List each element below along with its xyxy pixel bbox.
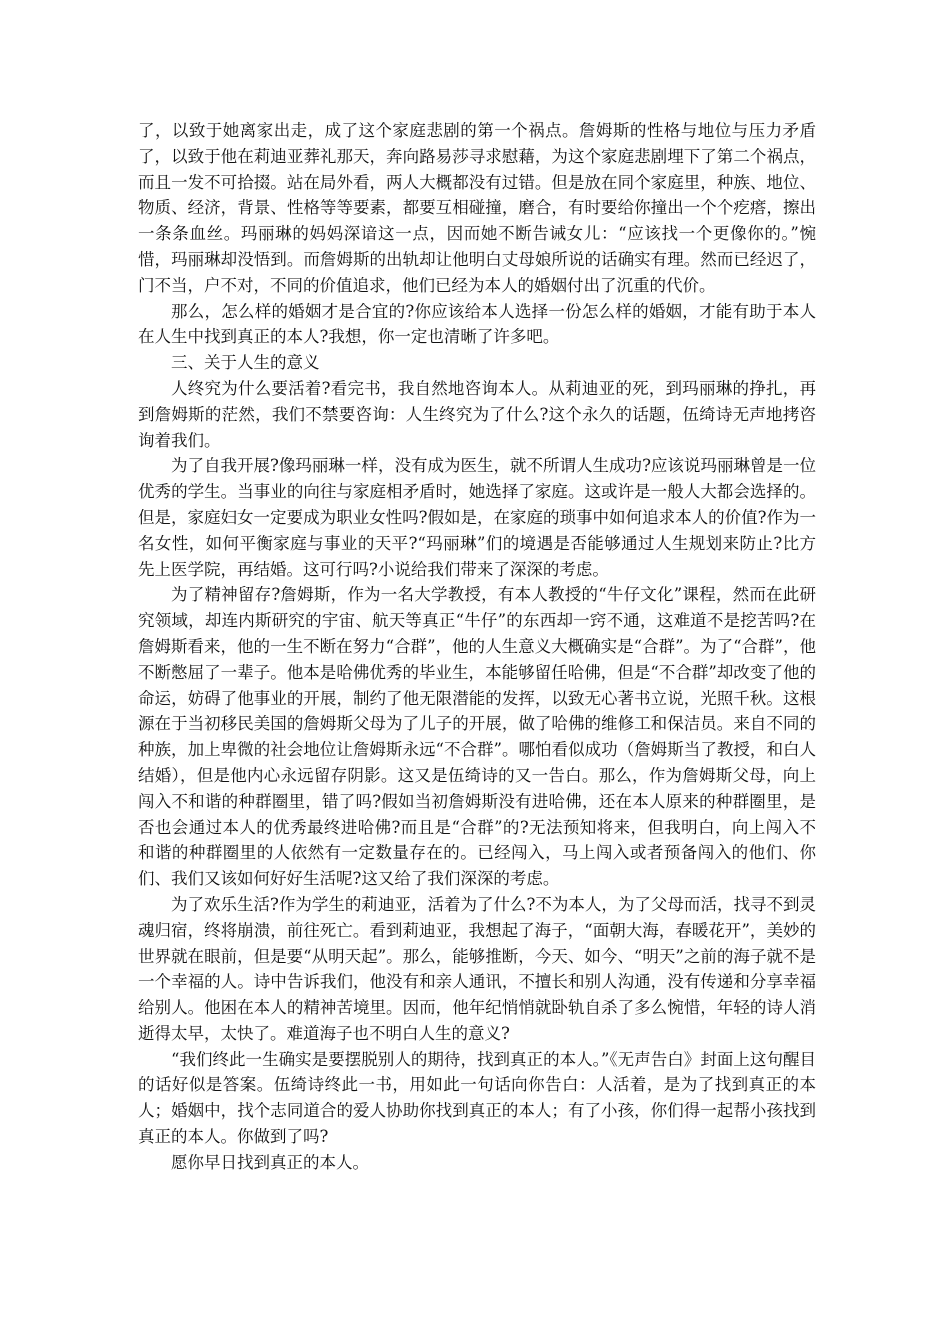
- paragraph-8: 愿你早日找到真正的本人。: [171, 1152, 369, 1172]
- paragraph-2: 那么，怎么样的婚姻才是合宜的?你应该给本人选择一份怎么样的婚姻，才能有助于本人在人生中找到真正的本人?我想，你一定也清晰了许多吧。: [138, 301, 816, 347]
- paragraph-3: 人终究为什么要活着?看完书，我自然地咨询本人。从莉迪亚的死，到玛丽琳的挣扎，再到詹姆斯的茫然，我们不禁要咨询：人生终究为了什么?这个永久的话题，伍绮诗无声地拷咨询着我们。: [138, 378, 816, 450]
- section-heading: 三、关于人生的意义: [171, 353, 320, 373]
- paragraph-5: 为了精神留存?詹姆斯，作为一名大学教授，有本人教授的“牛仔文化”课程，然而在此研究领域，却连内斯研究的宇宙、航天等真正“牛仔”的东西却一窍不通，这难道不是挖苦吗?在詹姆斯看来，他的一生不断在努力“合群”，他的人生意义大概确实是“合群”。为了“合群”，他不断憋屈了一辈子。他本是哈佛优秀的毕业生，本能够留任哈佛，但是“不合群”却改变了他的命运，妨碍了他事业的开展，制约了他无限潜能的发挥，以致无心著书立说，光照千秋。这根源在于当初移民美国的詹姆斯父母为了儿子的开展，做了哈佛的维修工和保洁员。来自不同的种族，加上卑微的社会地位让詹姆斯永远“不合群”。哪怕看似成功（詹姆斯当了教授，和白人结婚），但是他内心永远留存阴影。这又是伍绮诗的又一告白。那么，作为詹姆斯父母，向上闯入不和谐的种群圈里，错了吗?假如当初詹姆斯没有进哈佛，还在本人原来的种群圈里，是否也会通过本人的优秀最终进哈佛?而且是“合群”的?无法预知将来，但我明白，向上闯入不和谐的种群圈里的人依然有一定数量存在的。已经闯入，马上闯入或者预备闯入的他们、你们、我们又该如何好好生活呢?这又给了我们深深的考虑。: [138, 585, 816, 889]
- document-body: [138, 118, 816, 1176]
- paragraph-4: 为了自我开展?像玛丽琳一样，没有成为医生，就不所谓人生成功?应该说玛丽琳曾是一位优秀的学生。当事业的向往与家庭相矛盾时，她选择了家庭。这或许是一般人大都会选择的。但是，家庭妇女一定要成为职业女性吗?假如是，在家庭的琐事中如何追求本人的价值?作为一名女性，如何平衡家庭与事业的天平?“玛丽琳”们的境遇是否能够通过人生规划来防止?比方先上医学院，再结婚。这可行吗?小说给我们带来了深深的考虑。: [138, 456, 816, 579]
- paragraph-6: 为了欢乐生活?作为学生的莉迪亚，活着为了什么?不为本人，为了父母而活，找寻不到灵魂归宿，终将崩溃，前往死亡。看到莉迪亚，我想起了海子，“面朝大海，春暖花开”，美妙的世界就在眼前，但是要“从明天起”。那么，能够推断，今天、如今、“明天”之前的海子就不是一个幸福的人。诗中告诉我们，他没有和亲人通讯，不擅长和别人沟通，没有传递和分享幸福给别人。他困在本人的精神苦境里。因而，他年纪悄悄就卧轨自杀了多么惋惜，年轻的诗人消逝得太早，太快了。难道海子也不明白人生的意义?: [138, 894, 816, 1043]
- paragraph-1: 了，以致于她离家出走，成了这个家庭悲剧的第一个祸点。詹姆斯的性格与地位与压力矛盾了，以致于他在莉迪亚葬礼那天，奔向路易莎寻求慰藉，为这个家庭悲剧埋下了第二个祸点，而且一发不可拾掇。站在局外看，两人大概都没有过错。但是放在同个家庭里，种族、地位、物质、经济，背景、性格等等要素，都要互相碰撞，磨合，有时要给你撞出一个个疙瘩，擦出一条条血丝。玛丽琳的妈妈深谙这一点，因而她不断告诫女儿：“应该找一个更像你的。”惋惜，玛丽琳却没悟到。而詹姆斯的出轨却让他明白丈母娘所说的话确实有理。然而已经迟了，门不当，户不对，不同的价值追求，他们已经为本人的婚姻付出了沉重的代价。: [138, 121, 816, 295]
- paragraph-7: “我们终此一生确实是要摆脱别人的期待，找到真正的本人。”《无声告白》封面上这句醒目的话好似是答案。伍绮诗终此一书，用如此一句话向你告白：人活着，是为了找到真正的本人；婚姻中，找个志同道合的爱人协助你找到真正的本人；有了小孩，你们得一起帮小孩找到真正的本人。你做到了吗?: [138, 1049, 816, 1147]
